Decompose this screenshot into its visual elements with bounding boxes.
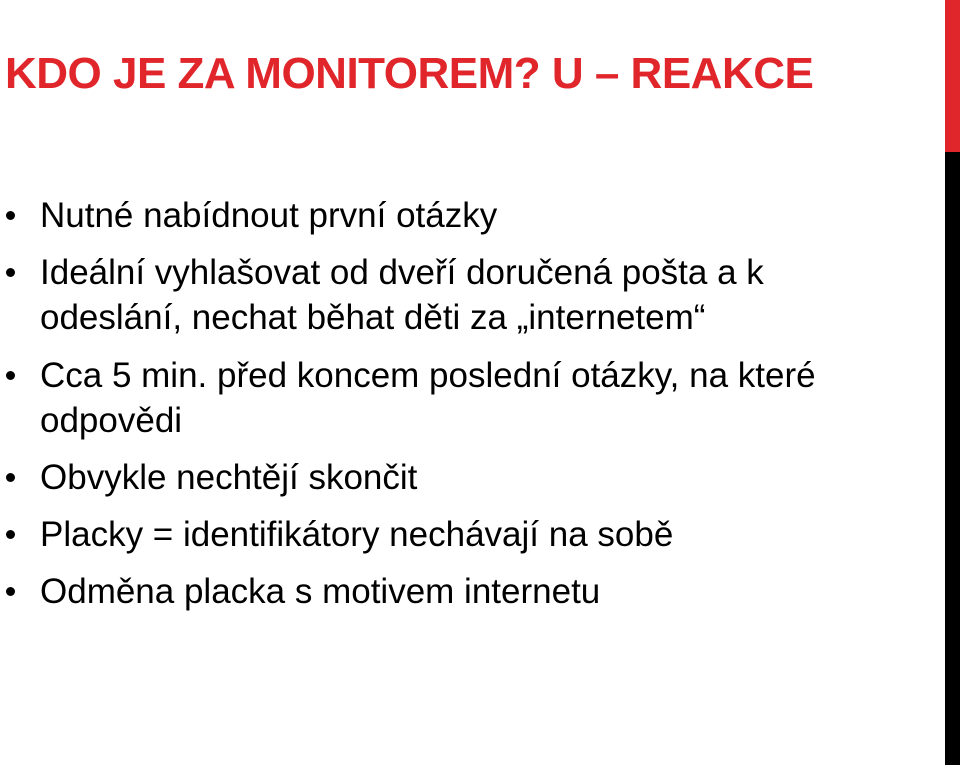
bullet-item — [0, 193, 900, 238]
bullet-dot-icon — [6, 211, 15, 220]
bullet-text: Obvykle nechtějí skončit — [40, 458, 418, 497]
bullet-text: Odměna placka s motivem internetu — [40, 572, 601, 611]
bullet-item — [0, 250, 900, 340]
bullet-item — [0, 353, 900, 443]
bullet-dot-icon — [6, 268, 15, 277]
bullet-text: Nutné nabídnout první otázky — [40, 196, 498, 235]
bullet-dot-icon — [6, 371, 15, 380]
accent-bar-red — [945, 0, 960, 152]
bullet-text: Placky = identifikátory nechávají na sobě — [40, 515, 674, 554]
slide-title: KDO JE ZA MONITOREM? U – REAKCE — [5, 49, 814, 98]
bullet-item — [0, 455, 900, 500]
bullet-text: Ideální vyhlašovat od dveří doručená pošta a k odeslání, nechat běhat děti za „internetem“ — [40, 253, 764, 337]
bullet-item — [0, 569, 900, 614]
bullet-dot-icon — [6, 530, 15, 539]
accent-bar-black — [945, 152, 960, 765]
bullet-item — [0, 512, 900, 557]
bullet-dot-icon — [6, 587, 15, 596]
bullet-list — [0, 193, 900, 626]
bullet-text: Cca 5 min. před koncem poslední otázky, na které odpovědi — [40, 356, 816, 440]
bullet-dot-icon — [6, 473, 15, 482]
